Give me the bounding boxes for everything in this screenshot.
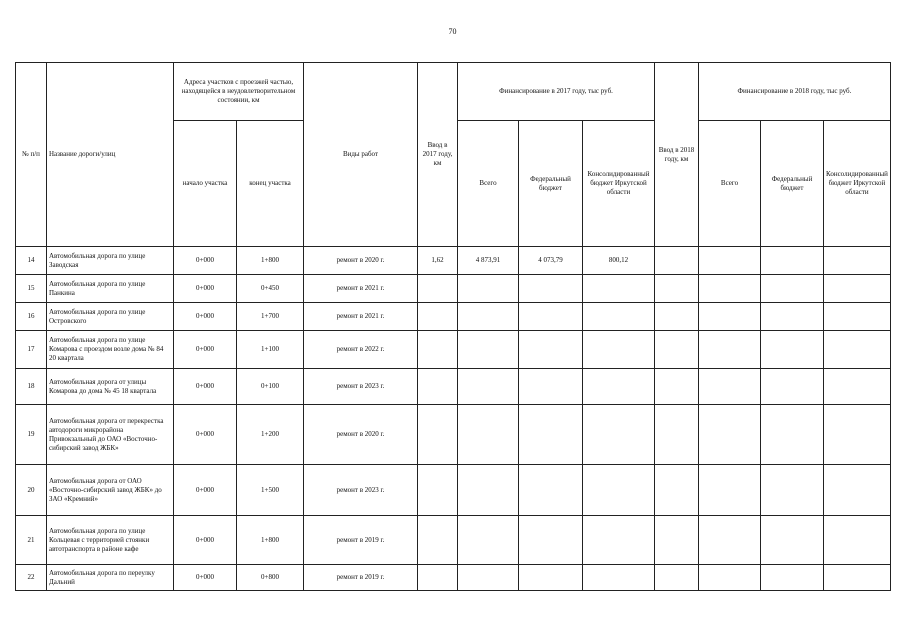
table-row bbox=[16, 275, 891, 303]
federal-2018 bbox=[761, 516, 824, 565]
total-2017 bbox=[458, 516, 519, 565]
federal-2017 bbox=[519, 369, 583, 405]
consolidated-2018 bbox=[824, 405, 891, 465]
row-number: 20 bbox=[16, 465, 47, 516]
commission-2017: 1,62 bbox=[418, 247, 458, 275]
commission-2018 bbox=[655, 516, 699, 565]
consolidated-2018 bbox=[824, 303, 891, 331]
header-fin-2017-consolidated: Консолидированный бюджет Иркутской области bbox=[583, 121, 655, 247]
federal-2018 bbox=[761, 405, 824, 465]
work-type: ремонт в 2021 г. bbox=[304, 303, 418, 331]
header-work-type: Виды работ bbox=[304, 63, 418, 247]
work-type: ремонт в 2019 г. bbox=[304, 516, 418, 565]
total-2018 bbox=[699, 247, 761, 275]
section-start: 0+000 bbox=[174, 275, 237, 303]
consolidated-2018 bbox=[824, 516, 891, 565]
commission-2018 bbox=[655, 465, 699, 516]
section-end: 1+800 bbox=[237, 516, 304, 565]
header-num: № п/п bbox=[16, 63, 47, 247]
header-fin-2018-consolidated: Консолидированный бюджет Иркутской области bbox=[824, 121, 891, 247]
table-row bbox=[16, 405, 891, 465]
total-2018 bbox=[699, 369, 761, 405]
consolidated-2018 bbox=[824, 275, 891, 303]
total-2018 bbox=[699, 303, 761, 331]
consolidated-2017 bbox=[583, 465, 655, 516]
commission-2017 bbox=[418, 405, 458, 465]
road-name: Автомобильная дорога по улице Кольцевая с территорией стоянки автотранспорта в районе кафе bbox=[47, 516, 174, 565]
header-commission-2017: Ввод в 2017 году, км bbox=[418, 63, 458, 247]
total-2017 bbox=[458, 405, 519, 465]
table-row bbox=[16, 331, 891, 369]
commission-2017 bbox=[418, 516, 458, 565]
section-start: 0+000 bbox=[174, 369, 237, 405]
work-type: ремонт в 2023 г. bbox=[304, 465, 418, 516]
header-addresses-group: Адреса участков с проезжей частью, находящейся в неудовлетворительном состоянии, км bbox=[174, 63, 304, 121]
section-end: 1+800 bbox=[237, 247, 304, 275]
federal-2018 bbox=[761, 465, 824, 516]
page-number: 70 bbox=[448, 27, 457, 36]
row-number: 22 bbox=[16, 565, 47, 591]
work-type: ремонт в 2020 г. bbox=[304, 247, 418, 275]
section-start: 0+000 bbox=[174, 565, 237, 591]
road-name: Автомобильная дорога по улице Островского bbox=[47, 303, 174, 331]
header-commission-2018: Ввод в 2018 году, км bbox=[655, 63, 699, 247]
road-name: Автомобильная дорога по переулку Дальний bbox=[47, 565, 174, 591]
commission-2017 bbox=[418, 565, 458, 591]
total-2018 bbox=[699, 331, 761, 369]
row-number: 15 bbox=[16, 275, 47, 303]
commission-2018 bbox=[655, 369, 699, 405]
work-type: ремонт в 2023 г. bbox=[304, 369, 418, 405]
total-2018 bbox=[699, 516, 761, 565]
header-road-name: Название дороги/улиц bbox=[47, 63, 174, 247]
consolidated-2017 bbox=[583, 275, 655, 303]
section-end: 0+800 bbox=[237, 565, 304, 591]
federal-2017 bbox=[519, 405, 583, 465]
consolidated-2018 bbox=[824, 247, 891, 275]
road-name: Автомобильная дорога по улице Панкина bbox=[47, 275, 174, 303]
section-end: 1+200 bbox=[237, 405, 304, 465]
federal-2017: 4 073,79 bbox=[519, 247, 583, 275]
consolidated-2017 bbox=[583, 565, 655, 591]
section-end: 1+100 bbox=[237, 331, 304, 369]
section-start: 0+000 bbox=[174, 331, 237, 369]
work-type: ремонт в 2019 г. bbox=[304, 565, 418, 591]
section-end: 1+500 bbox=[237, 465, 304, 516]
commission-2018 bbox=[655, 303, 699, 331]
total-2018 bbox=[699, 465, 761, 516]
federal-2017 bbox=[519, 565, 583, 591]
section-start: 0+000 bbox=[174, 405, 237, 465]
federal-2018 bbox=[761, 565, 824, 591]
commission-2018 bbox=[655, 247, 699, 275]
consolidated-2018 bbox=[824, 369, 891, 405]
federal-2017 bbox=[519, 275, 583, 303]
work-type: ремонт в 2021 г. bbox=[304, 275, 418, 303]
work-type: ремонт в 2020 г. bbox=[304, 405, 418, 465]
federal-2018 bbox=[761, 303, 824, 331]
section-start: 0+000 bbox=[174, 247, 237, 275]
header-fin-2018-total: Всего bbox=[699, 121, 761, 247]
row-number: 21 bbox=[16, 516, 47, 565]
table-row bbox=[16, 516, 891, 565]
work-type: ремонт в 2022 г. bbox=[304, 331, 418, 369]
road-name: Автомобильная дорога от перекрестка автодороги микрорайона Привокзальный до ОАО «Восточно-сибирский завод ЖБК» bbox=[47, 405, 174, 465]
header-fin-2018-federal: Федеральный бюджет bbox=[761, 121, 824, 247]
federal-2018 bbox=[761, 331, 824, 369]
federal-2017 bbox=[519, 465, 583, 516]
consolidated-2018 bbox=[824, 331, 891, 369]
roads-table bbox=[15, 62, 891, 591]
total-2017 bbox=[458, 465, 519, 516]
total-2017 bbox=[458, 369, 519, 405]
header-start: начало участка bbox=[174, 121, 237, 247]
table-row bbox=[16, 303, 891, 331]
row-number: 18 bbox=[16, 369, 47, 405]
consolidated-2017 bbox=[583, 331, 655, 369]
table-row bbox=[16, 465, 891, 516]
row-number: 17 bbox=[16, 331, 47, 369]
federal-2017 bbox=[519, 303, 583, 331]
federal-2017 bbox=[519, 516, 583, 565]
commission-2017 bbox=[418, 465, 458, 516]
table-row bbox=[16, 247, 891, 275]
section-start: 0+000 bbox=[174, 516, 237, 565]
road-name: Автомобильная дорога по улице Комарова с проездом возле дома № 84 20 квартала bbox=[47, 331, 174, 369]
commission-2017 bbox=[418, 331, 458, 369]
header-fin-2017-total: Всего bbox=[458, 121, 519, 247]
consolidated-2017 bbox=[583, 303, 655, 331]
consolidated-2018 bbox=[824, 565, 891, 591]
total-2017 bbox=[458, 303, 519, 331]
commission-2018 bbox=[655, 565, 699, 591]
header-fin-2017-federal: Федеральный бюджет bbox=[519, 121, 583, 247]
road-name: Автомобильная дорога от ОАО «Восточно-сибирский завод ЖБК» до ЗАО «Кремний» bbox=[47, 465, 174, 516]
road-name: Автомобильная дорога от улицы Комарова до дома № 45 18 квартала bbox=[47, 369, 174, 405]
commission-2018 bbox=[655, 405, 699, 465]
consolidated-2017 bbox=[583, 405, 655, 465]
total-2017 bbox=[458, 275, 519, 303]
consolidated-2017 bbox=[583, 516, 655, 565]
total-2017 bbox=[458, 331, 519, 369]
federal-2017 bbox=[519, 331, 583, 369]
header-fin-2018-group: Финансирование в 2018 году, тыс руб. bbox=[699, 63, 891, 121]
row-number: 16 bbox=[16, 303, 47, 331]
section-start: 0+000 bbox=[174, 465, 237, 516]
header-end: конец участка bbox=[237, 121, 304, 247]
federal-2018 bbox=[761, 275, 824, 303]
road-name: Автомобильная дорога по улице Заводская bbox=[47, 247, 174, 275]
section-end: 1+700 bbox=[237, 303, 304, 331]
table-row bbox=[16, 565, 891, 591]
federal-2018 bbox=[761, 369, 824, 405]
row-number: 19 bbox=[16, 405, 47, 465]
consolidated-2018 bbox=[824, 465, 891, 516]
total-2018 bbox=[699, 565, 761, 591]
commission-2017 bbox=[418, 275, 458, 303]
consolidated-2017 bbox=[583, 369, 655, 405]
section-end: 0+100 bbox=[237, 369, 304, 405]
commission-2017 bbox=[418, 303, 458, 331]
federal-2018 bbox=[761, 247, 824, 275]
section-end: 0+450 bbox=[237, 275, 304, 303]
header-fin-2017-group: Финансирование в 2017 году, тыс руб. bbox=[458, 63, 655, 121]
commission-2017 bbox=[418, 369, 458, 405]
commission-2018 bbox=[655, 331, 699, 369]
total-2017 bbox=[458, 565, 519, 591]
total-2018 bbox=[699, 405, 761, 465]
total-2018 bbox=[699, 275, 761, 303]
consolidated-2017: 800,12 bbox=[583, 247, 655, 275]
table-row bbox=[16, 369, 891, 405]
section-start: 0+000 bbox=[174, 303, 237, 331]
total-2017: 4 873,91 bbox=[458, 247, 519, 275]
row-number: 14 bbox=[16, 247, 47, 275]
commission-2018 bbox=[655, 275, 699, 303]
